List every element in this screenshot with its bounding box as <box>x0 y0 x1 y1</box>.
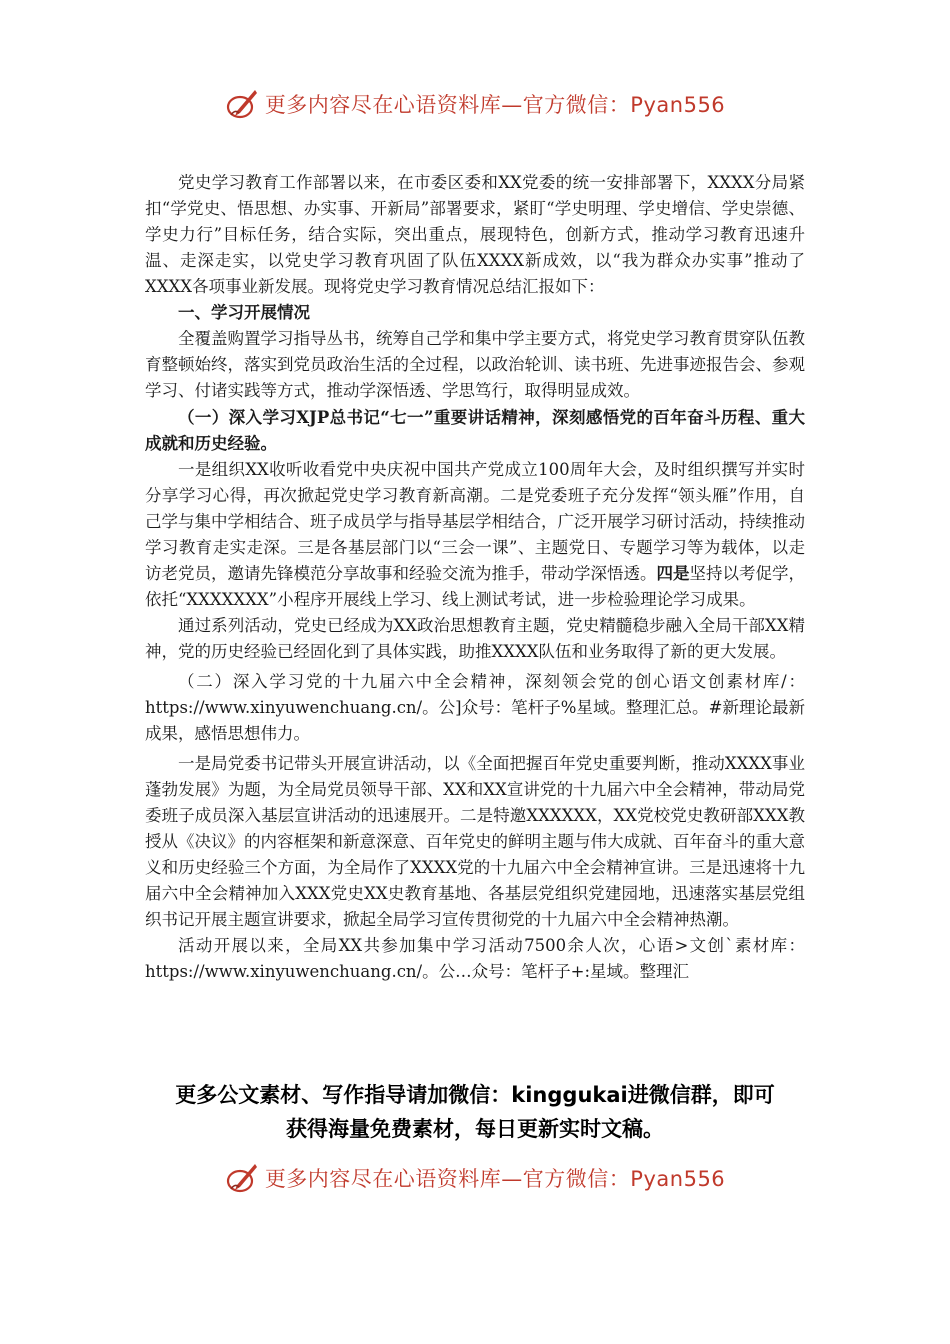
subsection1-paragraph-2: 通过系列活动，党史已经成为XX政治思想教育主题，党史精髓稳步融入全局干部XX精神，党的历史经验已经固化到了具体实践，助推XXXX队伍和业务取得了新的更大发展。 <box>145 616 805 661</box>
section1-heading: 一、学习开展情况 <box>178 303 310 322</box>
promo-line-1: 更多公文素材、写作指导请加微信：kinggukai进微信群，即可 <box>175 1083 775 1107</box>
subsection2-paragraph-1: 一是局党委书记带头开展宣讲活动，以《全面把握百年党史重要判断，推动XXXX事业蓬勃发展》为题，为全局党员领导干部、XX和XX宣讲党的十九届六中全会精神，带动局党委班子成员深入基层宣讲活动的迅速展开。二是特邀XXXXXX，XX党校党史教研部XXX教授从《决议》的内容框架和新意深意、百年党史的鲜明主题与伟大成就、百年奋斗的重大意义和历史经验三个方面，为全局作了XXXX党的十九届六中全会精神宣讲。三是迅速将十九届六中全会精神加入XXX党史XX史教育基地、各基层党组织党建园地，迅速落实基层党组织书记开展主题宣讲要求，掀起全局学习宣传贯彻党的十九届六中全会精神热潮。 <box>145 754 805 929</box>
header-banner <box>0 84 950 124</box>
subsection2-heading: （二）深入学习党的十九届六中全会精神，深刻领会党的创心语文创素材库/：https://www.xinyuwenchuang.cn/。公]众号：笔杆子%星域。整理汇总。#新理论最新成果，感悟思想伟力。 <box>145 672 805 743</box>
header-banner-text: 更多内容尽在心语资料库—官方微信：Pyan556 <box>264 93 726 117</box>
subsection2-paragraph-2: 活动开展以来，全局XX共参加集中学习活动7500余人次，心语>文创`素材库：https://www.xinyuwenchuang.cn/。公…众号：笔杆子+:星域。整理汇 <box>145 936 805 981</box>
subsection1-text-b: 坚持以考促学，依托“XXXXXXX”小程序开展线上学习、线上测试考试，进一步检验理论学习成果。 <box>145 564 805 609</box>
document-body <box>145 170 805 985</box>
intro-paragraph: 党史学习教育工作部署以来，在市委区委和XX党委的统一安排部署下，XXXX分局紧扣“学党史、悟思想、办实事、开新局”部署要求，紧盯“学史明理、学史增信、学史崇德、学史力行”目标任务，结合实际，突出重点，展现特色，创新方式，推动学习教育迅速升温、走深走实，以党史学习教育巩固了队伍XXXX新成效，以“我为群众办实事”推动了XXXX各项事业新发展。现将党史学习教育情况总结汇报如下： <box>145 173 805 296</box>
subsection1-heading: （一）深入学习XJP总书记“七一”重要讲话精神，深刻感悟党的百年奋斗历程、重大成就和历史经验。 <box>145 408 805 453</box>
footer-banner-text: 更多内容尽在心语资料库—官方微信：Pyan556 <box>264 1167 726 1191</box>
promo-line-2: 获得海量免费素材，每日更新实时文稿。 <box>286 1117 664 1141</box>
subsection1-text-a: 一是组织XX收听收看党中央庆祝中国共产党成立100周年大会，及时组织撰写并实时分享学习心得，再次掀起党史学习教育新高潮。二是党委班子充分发挥“领头雁”作用，自己学与集中学相结合、班子成员学与指导基层学相结合，广泛开展学习研讨活动，持续推动学习教育走实走深。三是各基层部门以“三会一课”、主题党日、专题学习等为载体，以走访老党员，邀请先锋模范分享故事和经验交流为推手，带动学深悟透。 <box>145 460 805 583</box>
subsection1-bold-marker: 四是 <box>656 564 690 583</box>
footer-banner <box>0 1158 950 1198</box>
quill-pen-logo-icon <box>225 87 259 121</box>
quill-pen-logo-icon <box>225 1161 259 1195</box>
subsection1-paragraph-1 <box>145 457 805 613</box>
section1-paragraph: 全覆盖购置学习指导丛书，统筹自己学和集中学主要方式，将党史学习教育贯穿队伍教育整顿始终，落实到党员政治生活的全过程，以政治轮训、读书班、先进事迹报告会、参观学习、付诸实践等方式，推动学深悟透、学思笃行，取得明显成效。 <box>145 329 805 400</box>
promo-notice <box>120 1078 830 1146</box>
